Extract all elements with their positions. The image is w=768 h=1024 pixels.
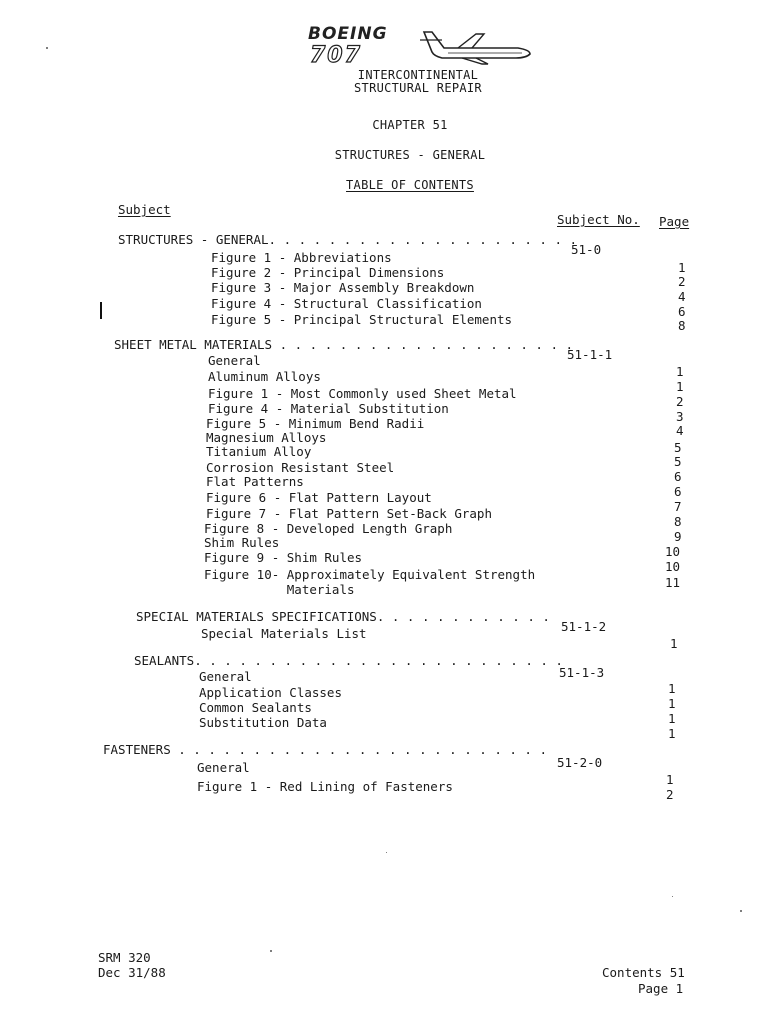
column-header-subject: Subject <box>118 202 171 217</box>
toc-item-page: 1 <box>678 260 686 275</box>
model-number: 707 <box>310 43 362 68</box>
toc-item-label: Magnesium Alloys <box>206 430 327 445</box>
toc-item-page: 1 <box>666 772 674 787</box>
toc-item-label: Aluminum Alloys <box>208 369 321 384</box>
footer-page-label: Page 1 <box>638 981 684 996</box>
toc-item-page: 3 <box>676 409 684 424</box>
toc-item-label: Special Materials List <box>201 626 367 641</box>
toc-item-label: Figure 9 - Shim Rules <box>204 550 363 565</box>
toc-item-label: General <box>197 760 250 775</box>
revision-bar <box>100 302 102 319</box>
toc-item-label: Figure 10- Approximately Equivalent Strength <box>204 567 536 582</box>
toc-heading-wrap <box>26 178 768 192</box>
toc-item-page: 6 <box>678 304 686 319</box>
scan-speck <box>270 950 272 952</box>
toc-item-label: Shim Rules <box>204 535 280 550</box>
toc-item-label: Figure 4 - Material Substitution <box>208 401 449 416</box>
column-header-page: Page <box>659 214 690 229</box>
toc-item-page: 1 <box>668 681 676 696</box>
toc-item-label: General <box>199 669 252 684</box>
toc-item-label: Materials <box>204 582 355 597</box>
toc-heading: TABLE OF CONTENTS <box>346 178 474 192</box>
toc-item-page: 1 <box>668 726 676 741</box>
toc-item-label: Figure 3 - Major Assembly Breakdown <box>211 280 475 295</box>
toc-item-label: Figure 1 - Most Commonly used Sheet Metal <box>208 386 517 401</box>
toc-item-label: Figure 1 - Abbreviations <box>211 250 392 265</box>
toc-item-label: Titanium Alloy <box>206 444 312 459</box>
boeing-logo-text: BOEING <box>308 24 388 44</box>
footer-contents-label: Contents 51 <box>602 965 685 980</box>
section-subject-no: 51-0 <box>571 242 602 257</box>
toc-item-label: Figure 7 - Flat Pattern Set-Back Graph <box>206 506 492 521</box>
toc-item-page: 1 <box>676 379 684 394</box>
toc-item-page: 1 <box>668 711 676 726</box>
chapter-title: STRUCTURES - GENERAL <box>334 148 486 162</box>
toc-item-page: 5 <box>674 454 682 469</box>
section-title: STRUCTURES - GENERAL. . . . . . . . . . . . . . . . . . . . . <box>118 232 578 247</box>
toc-item-label: Flat Patterns <box>206 474 304 489</box>
toc-item-label: Application Classes <box>199 685 342 700</box>
scan-speck <box>672 896 673 897</box>
toc-item-page: 1 <box>676 364 684 379</box>
toc-item-label: Figure 2 - Principal Dimensions <box>211 265 445 280</box>
section-subject-no: 51-1-1 <box>567 347 613 362</box>
toc-item-page: 5 <box>674 440 682 455</box>
toc-item-page: 4 <box>676 423 684 438</box>
footer-doc-id: SRM 320 <box>98 950 151 965</box>
scan-speck <box>386 852 387 853</box>
toc-item-page: 8 <box>674 514 682 529</box>
toc-item-page: 7 <box>674 499 682 514</box>
airplane-icon <box>418 26 534 66</box>
toc-item-label: Figure 5 - Minimum Bend Radii <box>206 416 425 431</box>
toc-item-page: 1 <box>670 636 678 651</box>
section-title: SEALANTS. . . . . . . . . . . . . . . . . . . . . . . . . <box>134 653 563 668</box>
toc-item-page: 8 <box>678 318 686 333</box>
toc-item-page: 11 <box>665 575 681 590</box>
footer-date: Dec 31/88 <box>98 965 166 980</box>
scan-speck <box>740 910 742 912</box>
toc-item-page: 9 <box>674 529 682 544</box>
toc-item-label: Figure 4 - Structural Classification <box>211 296 482 311</box>
toc-item-label: Substitution Data <box>199 715 327 730</box>
section-title: SHEET METAL MATERIALS . . . . . . . . . . . . . . . . . . . . <box>114 337 574 352</box>
section-title: SPECIAL MATERIALS SPECIFICATIONS. . . . . . . . . . . . <box>136 609 550 624</box>
manual-title-line-1: INTERCONTINENTAL <box>357 68 479 82</box>
toc-item-page: 4 <box>678 289 686 304</box>
toc-item-page: 2 <box>666 787 674 802</box>
toc-item-page: 10 <box>665 559 681 574</box>
section-subject-no: 51-1-3 <box>559 665 605 680</box>
toc-item-label: Figure 8 - Developed Length Graph <box>204 521 453 536</box>
toc-item-label: Corrosion Resistant Steel <box>206 460 395 475</box>
toc-item-page: 2 <box>676 394 684 409</box>
scan-speck <box>46 47 48 49</box>
section-title: FASTENERS . . . . . . . . . . . . . . . . . . . . . . . . . <box>103 742 548 757</box>
toc-item-page: 1 <box>668 696 676 711</box>
toc-item-page: 10 <box>665 544 681 559</box>
toc-item-page: 6 <box>674 469 682 484</box>
toc-item-label: Common Sealants <box>199 700 312 715</box>
column-header-subject-no: Subject No. <box>557 212 640 227</box>
toc-item-label: Figure 6 - Flat Pattern Layout <box>206 490 432 505</box>
toc-item-page: 6 <box>674 484 682 499</box>
manual-title-line-2: STRUCTURAL REPAIR <box>354 81 482 95</box>
section-subject-no: 51-2-0 <box>557 755 603 770</box>
toc-item-label: Figure 1 - Red Lining of Fasteners <box>197 779 453 794</box>
chapter-number: CHAPTER 51 <box>372 118 448 132</box>
toc-item-label: Figure 5 - Principal Structural Elements <box>211 312 513 327</box>
toc-item-label: General <box>208 353 261 368</box>
section-subject-no: 51-1-2 <box>561 619 607 634</box>
toc-item-page: 2 <box>678 274 686 289</box>
